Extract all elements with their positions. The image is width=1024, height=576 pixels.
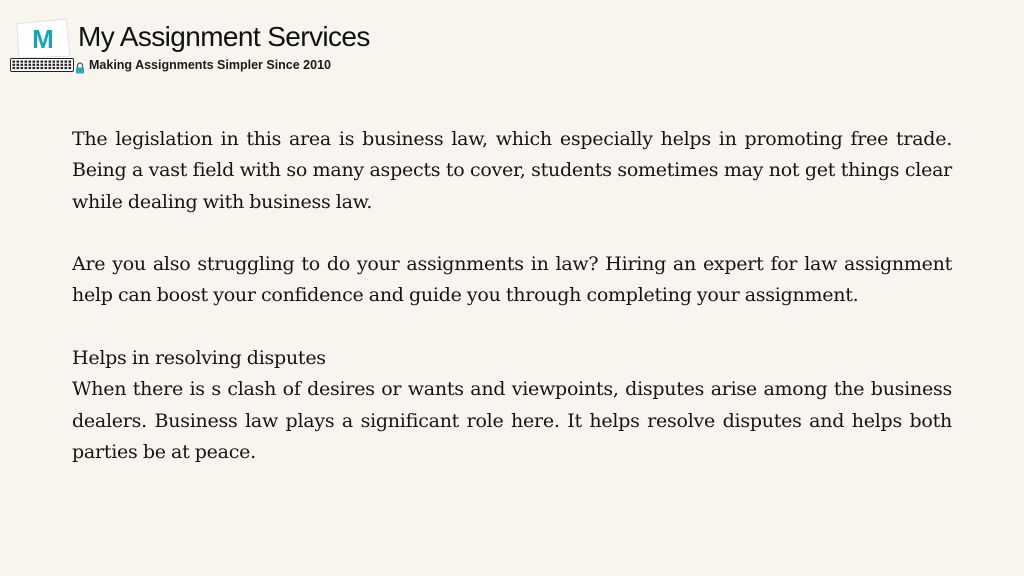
- paragraph-business-law: The legislation in this area is business law, which especially helps in promoting free trade. Being a vast field with so many aspects to cover, students sometimes may not get things clear while dealing with business law.: [72, 128, 952, 213]
- lock-icon: [75, 62, 85, 74]
- brand-logo: [10, 18, 390, 78]
- logo-title: My Assignment Services: [78, 21, 370, 52]
- logo-mark-icon: [14, 18, 76, 58]
- document-body: [72, 124, 952, 500]
- section-heading: Helps in resolving disputes: [72, 347, 326, 370]
- paragraph-disputes: When there is s clash of desires or wants and viewpoints, disputes arise among the business dealers. Business law plays a significant role here. It helps resolve disputes and helps both parties be at peace.: [72, 378, 952, 463]
- logo-mark-letter: M: [32, 24, 54, 54]
- logo-tagline: Making Assignments Simpler Since 2010: [89, 58, 331, 72]
- keyboard-icon: [10, 58, 74, 72]
- paragraph-assignment-help: Are you also struggling to do your assignments in law? Hiring an expert for law assignment help can boost your confidence and guide you through completing your assignment.: [72, 253, 952, 307]
